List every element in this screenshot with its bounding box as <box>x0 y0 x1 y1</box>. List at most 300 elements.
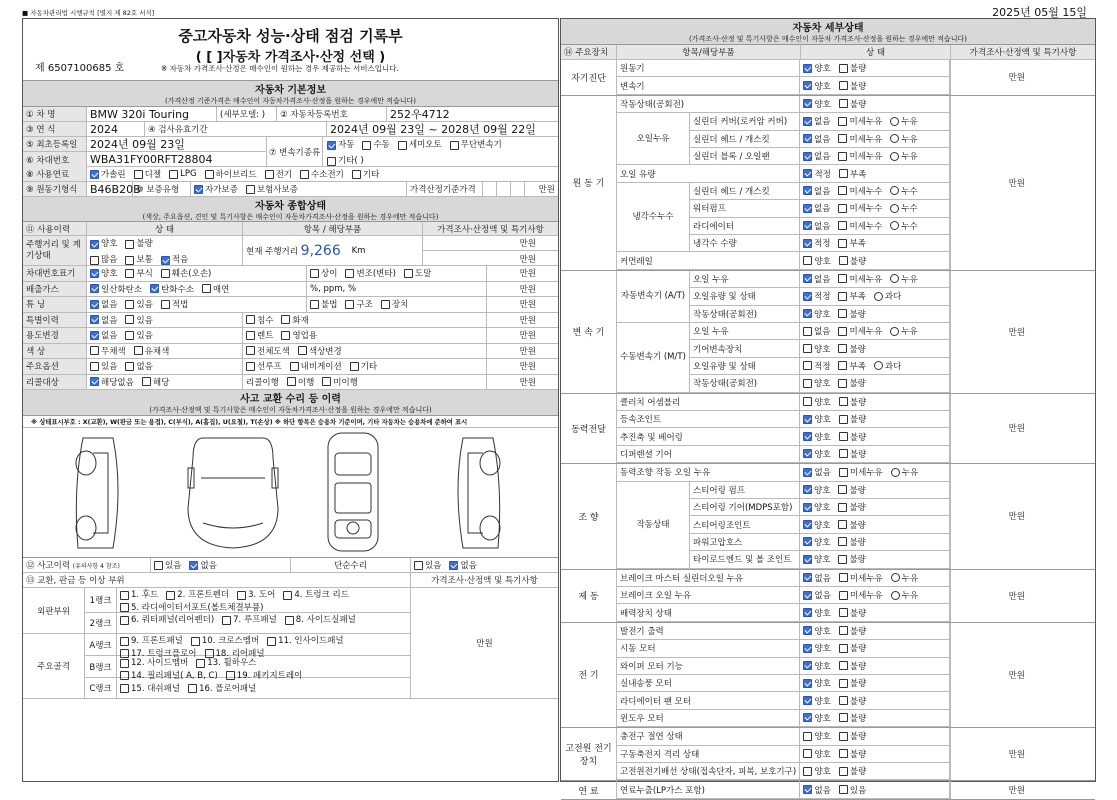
checkbox-option[interactable] <box>310 267 337 279</box>
checkbox-option[interactable] <box>803 273 830 285</box>
checkbox-option[interactable] <box>890 325 917 337</box>
item-label: 라디에이터 <box>690 218 800 234</box>
checkbox-option[interactable] <box>803 98 830 110</box>
checkbox-option[interactable] <box>803 80 830 92</box>
group-label: 동력전달 <box>561 394 617 464</box>
state-options <box>800 746 950 762</box>
checkbox-option[interactable] <box>125 238 152 251</box>
unchecked-box-icon <box>839 591 848 600</box>
state-options <box>800 235 950 251</box>
checkbox-option[interactable] <box>362 139 389 152</box>
option-label: 17. 트렁크플로어 <box>131 648 197 659</box>
checkbox-option[interactable] <box>90 238 117 251</box>
checkbox-option[interactable] <box>125 314 152 326</box>
checkbox-option[interactable] <box>803 377 830 389</box>
checkbox-option[interactable] <box>161 298 188 310</box>
checkbox-option[interactable] <box>803 62 830 74</box>
state-options <box>800 587 950 603</box>
unchecked-box-icon <box>362 141 371 150</box>
checkbox-option[interactable] <box>166 590 229 600</box>
checkbox-option[interactable] <box>838 553 865 565</box>
checkbox-option[interactable] <box>803 712 830 724</box>
option-label: 1. 후드 <box>131 590 159 600</box>
checkbox-option[interactable] <box>839 168 866 180</box>
checkbox-option[interactable] <box>890 115 917 127</box>
option-label: 미세누유 <box>849 573 883 584</box>
checkbox-option[interactable] <box>287 376 314 388</box>
checkbox-option[interactable] <box>838 377 865 389</box>
checkbox-option[interactable] <box>838 273 882 285</box>
checkbox-option[interactable] <box>125 360 152 372</box>
checkbox-option[interactable] <box>398 139 442 152</box>
checkbox-option[interactable] <box>838 133 882 145</box>
checkbox-option[interactable] <box>120 636 183 646</box>
option-label: 미이행 <box>333 377 358 388</box>
checkbox-option[interactable] <box>265 168 292 180</box>
checkbox-option[interactable] <box>90 329 117 341</box>
col-price: 가격조사·산정액 및 특기사항 <box>969 48 1077 58</box>
unchecked-box-icon <box>874 292 883 301</box>
checkbox-option[interactable] <box>803 255 830 267</box>
price-unit: 만원 <box>519 254 536 265</box>
checkbox-option[interactable] <box>404 267 431 279</box>
checkbox-option[interactable] <box>839 62 866 74</box>
checkbox-option[interactable] <box>839 695 866 707</box>
checkbox-option[interactable] <box>281 314 308 326</box>
checkbox-option[interactable] <box>169 169 196 179</box>
checkbox-option[interactable] <box>246 345 290 357</box>
checked-box-icon <box>803 537 812 546</box>
unchecked-box-icon <box>169 170 178 179</box>
option-label: 무단변속기 <box>460 140 502 150</box>
checkbox-option[interactable] <box>891 466 918 478</box>
unchecked-box-icon <box>839 81 848 90</box>
checked-box-icon <box>803 432 812 441</box>
checkbox-option[interactable] <box>839 98 866 110</box>
option-label: 없음 <box>814 204 831 215</box>
state-options <box>800 640 950 656</box>
checkbox-option[interactable] <box>449 559 476 571</box>
checkbox-option[interactable] <box>839 572 883 584</box>
checkbox-option[interactable] <box>803 607 830 619</box>
unchecked-box-icon <box>839 679 848 688</box>
option-label: 없음 <box>814 573 831 584</box>
item-label: 윈도우 모터 <box>617 710 800 726</box>
option-label: 미세누수 <box>849 204 883 215</box>
item-label: 발전기 출력 <box>617 623 800 639</box>
checkbox-option[interactable] <box>839 730 866 742</box>
checkbox-option[interactable] <box>838 536 865 548</box>
checkbox-option[interactable] <box>891 572 918 584</box>
item-label: 실내송풍 모터 <box>617 675 800 691</box>
checkbox-option[interactable] <box>874 290 901 302</box>
checkbox-option[interactable] <box>839 784 866 796</box>
option-label: 누유 <box>901 468 919 479</box>
checkbox-option[interactable] <box>285 615 356 625</box>
item-label: 오일 유량 <box>617 165 800 181</box>
option-label: 양호 <box>814 415 831 426</box>
state-options <box>800 551 950 567</box>
unchecked-box-icon <box>414 561 423 570</box>
current-mileage <box>243 236 423 265</box>
item-label: 실린더 커버(로커암 커버) <box>690 113 800 129</box>
checkbox-option[interactable] <box>188 682 256 694</box>
unchecked-box-icon <box>267 637 276 646</box>
checkbox-option[interactable] <box>90 360 117 372</box>
checkbox-option[interactable] <box>205 168 257 180</box>
unchecked-box-icon <box>281 315 290 324</box>
checkbox-option[interactable] <box>120 615 214 625</box>
option-label: 과다 <box>884 292 902 303</box>
group-label: 원 동 기 <box>561 96 617 270</box>
checkbox-option[interactable] <box>838 360 865 372</box>
unchecked-box-icon <box>120 684 129 693</box>
checkbox-option[interactable] <box>142 376 169 388</box>
option-label: 부족 <box>849 169 867 180</box>
option-label: 적음 <box>171 255 189 265</box>
checkbox-option[interactable] <box>90 314 117 326</box>
checkbox-option[interactable] <box>803 220 830 232</box>
checkbox-option[interactable] <box>290 360 342 372</box>
checkbox-option[interactable] <box>803 660 830 672</box>
price-unit: 만원 <box>519 331 536 342</box>
checkbox-option[interactable] <box>134 345 170 357</box>
checkbox-option[interactable] <box>839 448 866 460</box>
checkbox-option[interactable] <box>803 360 830 372</box>
unchecked-box-icon <box>838 221 847 230</box>
checkbox-option[interactable] <box>381 298 408 310</box>
checkbox-option[interactable] <box>352 168 379 180</box>
option-label: 수소전기 <box>311 170 344 180</box>
unchecked-box-icon <box>188 684 197 693</box>
checked-box-icon <box>803 64 812 73</box>
option-label: 16. 플로어패널 <box>199 684 257 694</box>
checkbox-option[interactable] <box>839 607 866 619</box>
checkbox-option[interactable] <box>120 590 158 600</box>
checkbox-option[interactable] <box>838 150 882 162</box>
item-label: 기어변속장치 <box>690 340 800 356</box>
option-label: 불량 <box>849 415 867 426</box>
checkbox-option[interactable] <box>838 290 865 302</box>
option-label: 불량 <box>849 81 867 92</box>
unchecked-box-icon <box>134 346 143 355</box>
checkbox-option[interactable] <box>890 220 917 232</box>
checkbox-option[interactable] <box>839 413 866 425</box>
checkbox-option[interactable] <box>298 345 342 357</box>
checkbox-option[interactable] <box>838 484 865 496</box>
group-label: 연 료 <box>561 781 617 798</box>
checkbox-option[interactable] <box>803 325 830 337</box>
checkbox-option[interactable] <box>839 466 883 478</box>
checkbox-option[interactable] <box>414 559 441 571</box>
checkbox-option[interactable] <box>120 682 180 694</box>
checked-box-icon <box>803 274 812 283</box>
unchecked-box-icon <box>154 561 163 570</box>
checkbox-option[interactable] <box>803 730 830 742</box>
checkbox-option[interactable] <box>890 202 917 214</box>
checkbox-option[interactable] <box>310 298 337 310</box>
option-label: 유채색 <box>144 346 170 357</box>
option-label: 불량 <box>136 239 153 249</box>
checkbox-option[interactable] <box>839 642 866 654</box>
valid-period: 2024년 09월 23일 ~ 2028년 09월 22일 <box>330 123 536 136</box>
checkbox-option[interactable] <box>803 642 830 654</box>
checkbox-option[interactable] <box>803 748 830 760</box>
checkbox-option[interactable] <box>803 466 830 478</box>
option-label: 양호 <box>814 503 831 514</box>
checkbox-option[interactable] <box>150 283 194 295</box>
checkbox-option[interactable] <box>838 237 865 249</box>
option-label: 양호 <box>814 432 831 443</box>
option-label: 탄화수소 <box>161 284 194 295</box>
option-label: 양호 <box>814 485 831 496</box>
option-label: 있음 <box>136 315 153 326</box>
unchecked-box-icon <box>125 300 134 309</box>
checkbox-option[interactable] <box>803 765 830 777</box>
checkbox-option[interactable] <box>803 625 830 637</box>
col-main-device: ⑭ 주요장치 <box>561 45 617 59</box>
checkbox-option[interactable] <box>267 636 344 646</box>
detail-model: (세부모델: ) <box>217 107 277 121</box>
option-label: 불량 <box>849 485 866 496</box>
option-label: 미세누유 <box>849 134 883 145</box>
unchecked-box-icon <box>839 256 848 265</box>
item-label: 커먼레일 <box>617 252 800 268</box>
option-label: 전기 <box>275 170 293 180</box>
checkbox-option[interactable] <box>803 784 830 796</box>
sub-group-label: 냉각수누수 <box>617 183 690 253</box>
state-options <box>800 358 950 374</box>
checkbox-option[interactable] <box>90 267 117 279</box>
checkbox-option[interactable] <box>839 396 866 408</box>
checkbox-option[interactable] <box>90 376 134 388</box>
item-label: 구동축전지 격리 상태 <box>617 746 800 762</box>
checked-box-icon <box>803 117 812 126</box>
checked-box-icon <box>90 284 99 293</box>
option-label: 불량 <box>849 309 866 320</box>
option-label: 미세누유 <box>849 152 883 163</box>
outer-label: 외판부위 <box>23 588 85 634</box>
option-label: 불량 <box>849 644 867 655</box>
checkbox-option[interactable] <box>838 308 865 320</box>
checkbox-option[interactable] <box>803 202 830 214</box>
row-label: 특별이력 <box>23 313 87 328</box>
checkbox-option[interactable] <box>874 360 901 372</box>
checkbox-option[interactable] <box>161 267 211 279</box>
option-label: 기타 <box>360 362 378 373</box>
checkbox-option[interactable] <box>839 80 866 92</box>
col-price: 가격조사·산정액 및 특기사항 <box>437 224 544 235</box>
checkbox-option[interactable] <box>246 360 282 372</box>
unchecked-box-icon <box>839 573 848 582</box>
option-label: 미세누수 <box>849 221 883 232</box>
checkbox-option[interactable] <box>803 343 830 355</box>
state-options <box>800 200 950 216</box>
checkbox-option[interactable] <box>345 298 372 310</box>
checkbox-option[interactable] <box>838 185 882 197</box>
checkbox-option[interactable] <box>838 202 882 214</box>
checkbox-option[interactable] <box>803 396 830 408</box>
checkbox-option[interactable] <box>838 519 865 531</box>
state-options <box>800 113 950 129</box>
checkbox-option[interactable] <box>803 448 830 460</box>
checkbox-option[interactable] <box>838 220 882 232</box>
checkbox-option[interactable] <box>803 150 830 162</box>
unchecked-box-icon <box>890 152 899 161</box>
unchecked-box-icon <box>310 300 319 309</box>
checkbox-option[interactable] <box>803 115 830 127</box>
checkbox-option[interactable] <box>838 343 865 355</box>
unchecked-box-icon <box>381 300 390 309</box>
checked-box-icon <box>803 239 812 248</box>
recall-label: 리콜이행 <box>246 377 279 388</box>
checkbox-option[interactable] <box>300 168 344 180</box>
checkbox-option[interactable] <box>838 501 865 513</box>
option-label: 디젤 <box>144 170 162 180</box>
checkbox-option[interactable] <box>890 133 917 145</box>
checkbox-option[interactable] <box>191 636 259 646</box>
checkbox-option[interactable] <box>839 660 866 672</box>
option-label: 없음 <box>814 134 831 145</box>
checkbox-option[interactable] <box>803 185 830 197</box>
checkbox-option[interactable] <box>803 413 830 425</box>
sub-group-label: 오일누유 <box>617 113 690 165</box>
checkbox-option[interactable] <box>125 298 152 310</box>
status-options <box>87 313 243 328</box>
unchecked-box-icon <box>838 361 847 370</box>
hist-label: ⑫ 사고이력 <box>26 561 71 571</box>
checkbox-option[interactable] <box>246 329 273 341</box>
checkbox-option[interactable] <box>839 625 866 637</box>
group-label: 제 동 <box>561 570 617 622</box>
checkbox-option[interactable] <box>222 615 277 625</box>
checkbox-option[interactable] <box>890 273 917 285</box>
checkbox-option[interactable] <box>891 589 918 601</box>
checkbox-option[interactable] <box>839 765 866 777</box>
checkbox-option[interactable] <box>838 115 882 127</box>
checked-box-icon <box>803 152 812 161</box>
checkbox-option[interactable] <box>450 139 502 152</box>
unchecked-box-icon <box>803 256 812 265</box>
checkbox-option[interactable] <box>803 431 830 443</box>
checkbox-option[interactable] <box>125 267 152 279</box>
checkbox-option[interactable] <box>194 183 238 195</box>
checkbox-option[interactable] <box>327 139 354 152</box>
option-label: 일산화탄소 <box>101 284 143 295</box>
checked-box-icon <box>803 713 812 722</box>
unchecked-box-icon <box>134 170 143 179</box>
checkbox-option[interactable] <box>803 290 830 302</box>
checkbox-option[interactable] <box>839 589 883 601</box>
checkbox-option[interactable] <box>196 658 256 668</box>
unchecked-box-icon <box>205 649 214 658</box>
checkbox-option[interactable] <box>120 603 263 613</box>
item-label: 클러치 어셈블리 <box>617 394 800 410</box>
state-options <box>800 96 950 112</box>
option-label: 무채색 <box>101 346 126 357</box>
checkbox-option[interactable] <box>839 677 866 689</box>
doc-title: 중고자동차 성능·상태 점검 기록부 <box>178 27 403 45</box>
checkbox-option[interactable] <box>803 501 830 513</box>
unchecked-box-icon <box>205 170 214 179</box>
checkbox-option[interactable] <box>839 712 866 724</box>
checkbox-option[interactable] <box>803 695 830 707</box>
checkbox-option[interactable] <box>839 431 866 443</box>
checkbox-option[interactable] <box>281 329 317 341</box>
unchecked-box-icon <box>803 749 812 758</box>
checkbox-option[interactable] <box>803 553 830 565</box>
checkbox-option[interactable] <box>90 283 142 295</box>
checkbox-option[interactable] <box>803 133 830 145</box>
checkbox-option[interactable] <box>803 572 830 584</box>
checkbox-option[interactable] <box>839 255 866 267</box>
checkbox-option[interactable] <box>246 183 298 195</box>
option-label: 없음 <box>814 327 831 338</box>
unchecked-box-icon <box>166 591 175 600</box>
option-label: 누유 <box>901 591 919 602</box>
checkbox-option[interactable] <box>90 168 126 180</box>
checked-box-icon <box>803 309 812 318</box>
checkbox-option[interactable] <box>803 536 830 548</box>
price-unit: 만원 <box>519 269 536 280</box>
checkbox-option[interactable] <box>202 283 229 295</box>
checkbox-option[interactable] <box>154 559 181 571</box>
warranty-options <box>191 182 407 196</box>
checkbox-option[interactable] <box>283 590 349 600</box>
unchecked-box-icon <box>300 170 309 179</box>
unchecked-box-icon <box>125 269 134 278</box>
frame-label: 주요골격 <box>23 634 85 698</box>
option-label: 양호 <box>814 555 831 566</box>
checkbox-option[interactable] <box>120 658 188 668</box>
checkbox-option[interactable] <box>838 325 882 337</box>
checkbox-option[interactable] <box>350 360 377 372</box>
item-label: 실린더 블록 / 오일팬 <box>690 148 800 164</box>
checkbox-option[interactable] <box>90 298 117 310</box>
option-label: 누수 <box>901 186 918 197</box>
unchecked-box-icon <box>874 361 883 370</box>
checkbox-option[interactable] <box>189 559 216 571</box>
checkbox-option[interactable] <box>246 314 273 326</box>
checkbox-option[interactable] <box>890 150 917 162</box>
checkbox-option[interactable] <box>890 185 917 197</box>
price-unit: 만원 <box>1008 73 1025 84</box>
checkbox-option[interactable] <box>322 376 358 388</box>
option-label: 없음 <box>814 591 831 602</box>
option-label: 해당 <box>152 377 170 388</box>
checkbox-option[interactable] <box>803 484 830 496</box>
option-label: 미세누유 <box>849 327 883 338</box>
checkbox-option[interactable] <box>134 168 161 180</box>
checkbox-option[interactable] <box>839 748 866 760</box>
checked-box-icon <box>189 561 198 570</box>
checkbox-option[interactable] <box>803 237 830 249</box>
checkbox-option[interactable] <box>90 345 126 357</box>
checkbox-option[interactable] <box>803 308 830 320</box>
option-label: 양호 <box>814 344 831 355</box>
checkbox-option[interactable] <box>125 329 152 341</box>
option-label: 양호 <box>814 696 831 707</box>
unchecked-box-icon <box>839 449 848 458</box>
checkbox-option[interactable] <box>803 677 830 689</box>
item-label: 스티어링조인트 <box>690 516 800 532</box>
checkbox-option[interactable] <box>803 589 830 601</box>
valid-label: ④ 검사유효기간 <box>145 122 327 136</box>
checkbox-option[interactable] <box>803 168 830 180</box>
checkbox-option[interactable] <box>237 590 275 600</box>
checkbox-option[interactable] <box>345 267 395 279</box>
checkbox-option[interactable] <box>803 519 830 531</box>
